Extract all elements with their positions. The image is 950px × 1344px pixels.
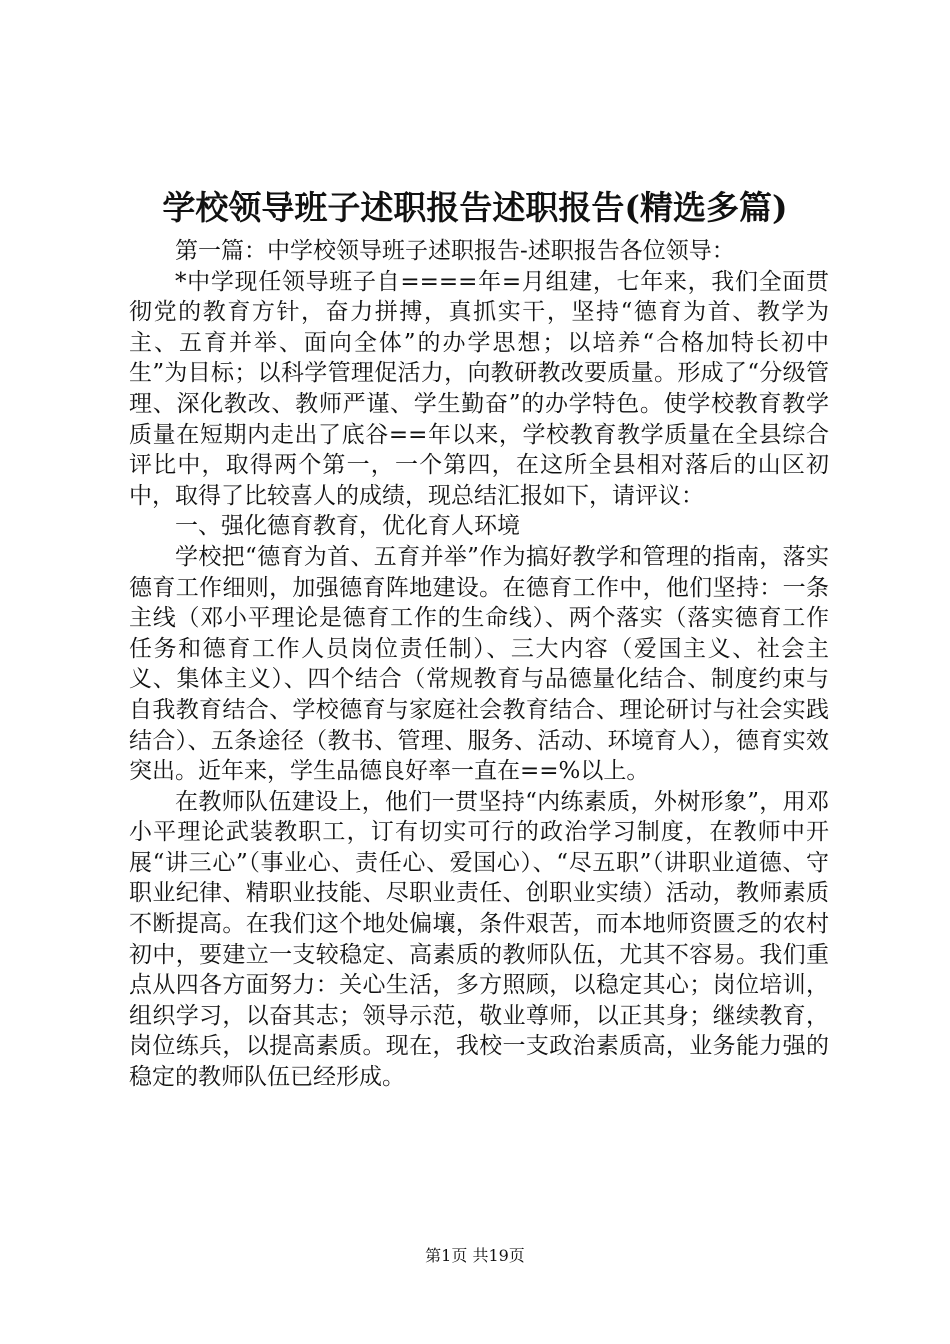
paragraph-overview: *中学现任领导班子自====年=月组建，七年来，我们全面贯彻党的教育方针，奋力拼搏，真抓实干，坚持“德育为首、教学为主、五育并举、面向全体”的办学思想；以培养“合格加特长初中生”为目标；以科学管理促活力，向教研教改要质量。形成了“分级管理、深化教改、教师严谨、学生勤奋”的办学特色。使学校教育教学质量在短期内走出了底谷==年以来，学校教育教学质量在全县综合评比中，取得两个第一，一个第四，在这所全县相对落后的山区初中，取得了比较喜人的成绩，现总结汇报如下，请评议： xyxy=(129,268,829,509)
paragraph-teacher-team: 在教师队伍建设上，他们一贯坚持“内练素质，外树形象”，用邓小平理论武装教职工，订有切实可行的政治学习制度，在教师中开展“讲三心”（事业心、责任心、爱国心）、“尽五职”（讲职业道德、守职业纪律、精职业技能、尽职业责任、创职业实绩）活动，教师素质不断提高。在我们这个地处偏壤，条件艰苦，而本地师资匮乏的农村初中，要建立一支较稳定、高素质的教师队伍，尤其不容易。我们重点从四各方面努力：关心生活，多方照顾，以稳定其心；岗位培训，组织学习，以奋其志；领导示范，敬业尊师，以正其身；继续教育，岗位练兵，以提高素质。现在，我校一支政治素质高，业务能力强的稳定的教师队伍已经形成。 xyxy=(129,788,829,1091)
paragraph-intro: 第一篇：中学校领导班子述职报告-述职报告各位领导： xyxy=(175,238,735,264)
page-number: 第1页 共19页 xyxy=(425,1246,525,1265)
paragraph-moral-education: 学校把“德育为首、五育并举”作为搞好教学和管理的指南，落实德育工作细则，加强德育阵地建设。在德育工作中，他们坚持：一条主线（邓小平理论是德育工作的生命线）、两个落实（落实德育工作任务和德育工作人员岗位责任制）、三大内容（爱国主义、社会主义、集体主义）、四个结合（常规教育与品德量化结合、制度约束与自我教育结合、学校德育与家庭社会教育结合、理论研讨与社会实践结合）、五条途径（教书、管理、服务、活动、环境育人），德育实效突出。近年来，学生品德良好率一直在==%以上。 xyxy=(129,543,829,785)
document-body xyxy=(129,236,829,1093)
document-title: 学校领导班子述职报告述职报告(精选多篇) xyxy=(162,188,788,227)
section-heading: 一、强化德育教育，优化育人环境 xyxy=(175,513,520,540)
